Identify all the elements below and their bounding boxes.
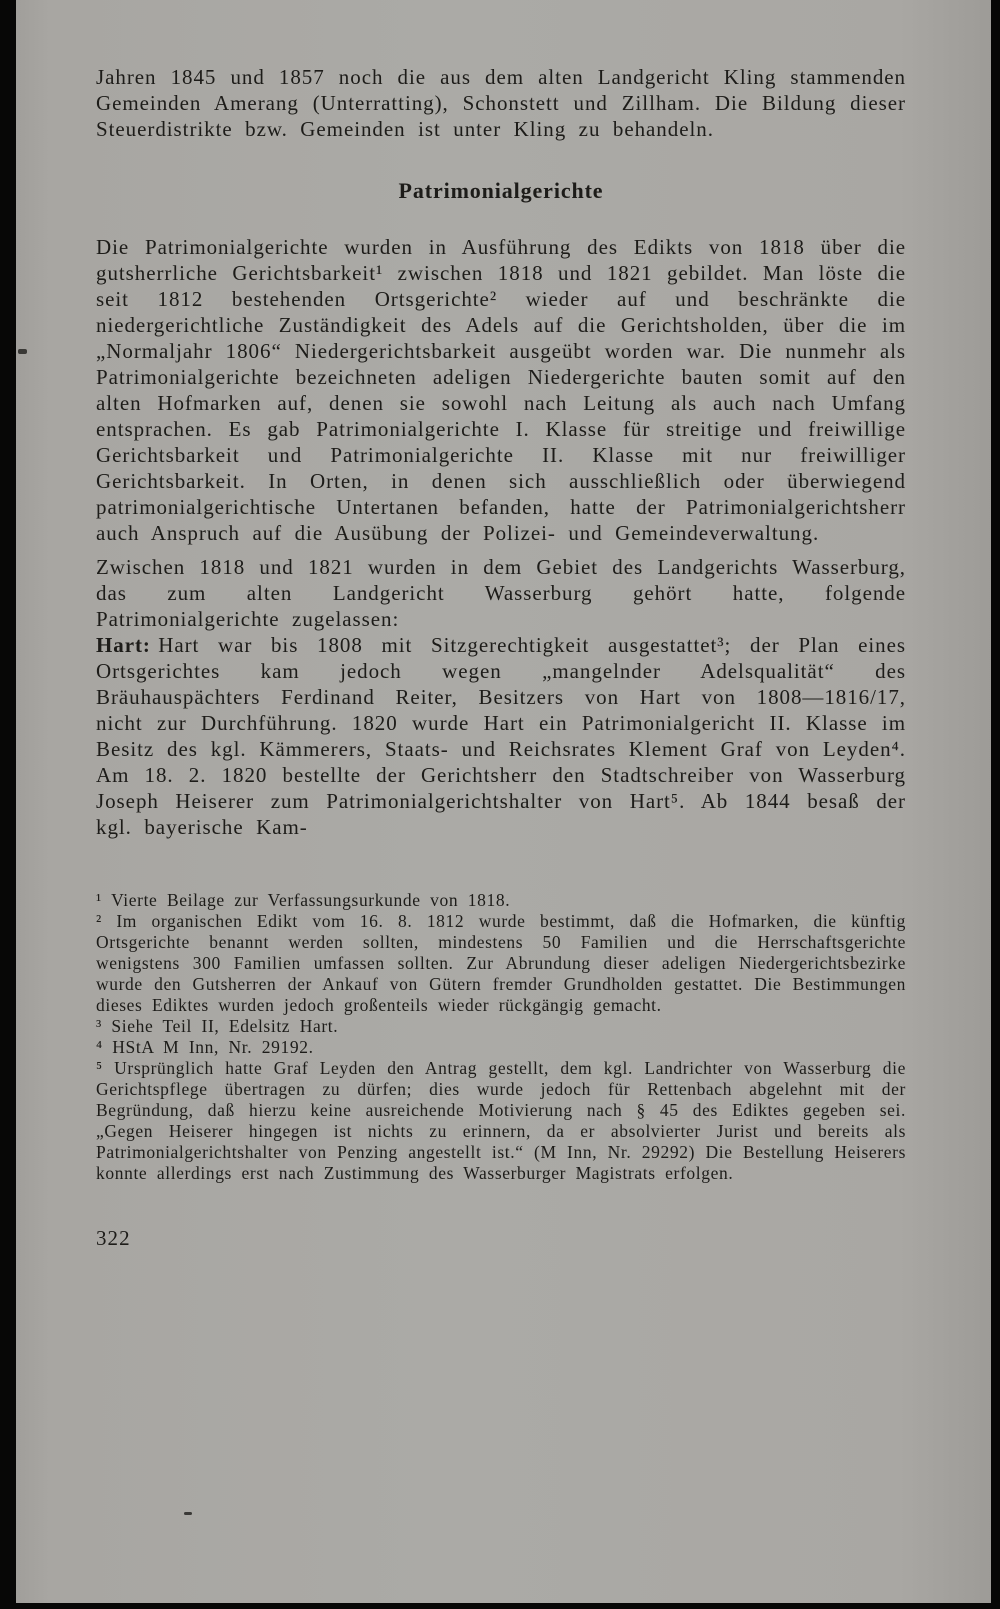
- paragraph-zwischen-1818: Zwischen 1818 und 1821 wurden in dem Gebiet des Landgerichts Wasserburg, das zum alten Landgericht Wasserburg gehört hatte, folgende Patrimonialgerichte zugelassen:: [96, 555, 906, 631]
- footnotes-block: [96, 890, 906, 1184]
- scan-artifact-mark: [18, 349, 27, 354]
- section-heading: Patrimonialgerichte: [398, 178, 604, 203]
- page-content: [96, 64, 906, 1251]
- scan-artifact-dash: [184, 1512, 192, 1515]
- page-number: 322: [96, 1226, 131, 1250]
- hart-text: Hart war bis 1808 mit Sitzgerechtigkeit ausgestattet³; der Plan eines Ortsgerichtes kam jedoch wegen „mangelnder Adelsqualität“ des Bräuhauspächters Ferdinand Reiter, Besitzers von Hart von 1808—1816/17, nicht zur Durchführung. 1820 wurde Hart ein Patrimonialgericht II. Klasse im Besitz des kgl. Kämmerers, Staats- und Reichsrates Klement Graf von Leyden⁴. Am 18. 2. 1820 bestellte der Gerichtsherr den Stadtschreiber von Wasserburg Joseph Heiserer zum Patrimonialgerichtshalter von Hart⁵. Ab 1844 besaß der kgl. bayerische Kam-: [96, 633, 906, 839]
- intro-paragraph: Jahren 1845 und 1857 noch die aus dem alten Landgericht Kling stammenden Gemeinden Amerang (Unterratting), Schonstett und Zillham. Die Bildung dieser Steuerdistrikte bzw. Gemeinden ist unter Kling zu behandeln.: [96, 65, 906, 141]
- scan-edge-bottom: [0, 1603, 1000, 1609]
- footnote-3: ³ Siehe Teil II, Edelsitz Hart.: [96, 1016, 339, 1036]
- footnote-1: ¹ Vierte Beilage zur Verfassungsurkunde von 1818.: [96, 890, 511, 910]
- footnote-4: ⁴ HStA M Inn, Nr. 29192.: [96, 1037, 314, 1057]
- scan-edge-right: [991, 0, 1000, 1609]
- hart-label: Hart:: [96, 633, 151, 657]
- footnote-5: ⁵ Ursprünglich hatte Graf Leyden den Antrag gestellt, dem kgl. Landrichter von Wasserburg die Gerichtspflege übertragen zu dürfen; dies wurde jedoch für Rettenbach abgelehnt mit der Begründung, daß hierzu keine ausreichende Motivierung nach § 45 des Ediktes gegeben sei. „Gegen Heiserer hingegen ist nichts zu erinnern, da er absolvierter Jurist und bereits als Patrimonialgerichtshalter von Penzing angestellt ist.“ (M Inn, Nr. 29292) Die Bestellung Heiserers konnte allerdings erst nach Zustimmung des Wasserburger Magistrats erfolgen.: [96, 1058, 906, 1183]
- paragraph-hart: [96, 632, 906, 840]
- footnote-2: ² Im organischen Edikt vom 16. 8. 1812 wurde bestimmt, daß die Hofmarken, die künftig Ortsgerichte benannt werden sollten, mindestens 50 Familien und die Herrschaftsgerichte wenigstens 300 Familien umfassen sollten. Zur Abrundung dieser adeligen Niedergerichtsbezirke wurde den Gutsherren der Ankauf von Gütern fremder Grundholden gestattet. Die Bestimmungen dieses Ediktes wurden jedoch großenteils wieder rückgängig gemacht.: [96, 911, 906, 1015]
- paragraph-patrimonialgerichte: Die Patrimonialgerichte wurden in Ausführung des Edikts von 1818 über die gutsherrliche Gerichtsbarkeit¹ zwischen 1818 und 1821 gebildet. Man löste die seit 1812 bestehenden Ortsgerichte² wieder auf und beschränkte die niedergerichtliche Zuständigkeit des Adels auf die Gerichtsholden, über die im „Normaljahr 1806“ Niedergerichtsbarkeit ausgeübt worden war. Die nunmehr als Patrimonialgerichte bezeichneten adeligen Niedergerichte bauten somit auf den alten Hofmarken auf, denen sie sowohl nach Leitung als auch nach Umfang entsprachen. Es gab Patrimonialgerichte I. Klasse für streitige und freiwillige Gerichtsbarkeit und Patrimonialgerichte II. Klasse mit nur freiwilliger Gerichtsbarkeit. In Orten, in denen sich ausschließlich oder überwiegend patrimonialgerichtische Untertanen befanden, hatte der Patrimonialgerichtsherr auch Anspruch auf die Ausübung der Polizei- und Gemeindeverwaltung.: [96, 235, 906, 545]
- scan-edge-left: [0, 0, 16, 1609]
